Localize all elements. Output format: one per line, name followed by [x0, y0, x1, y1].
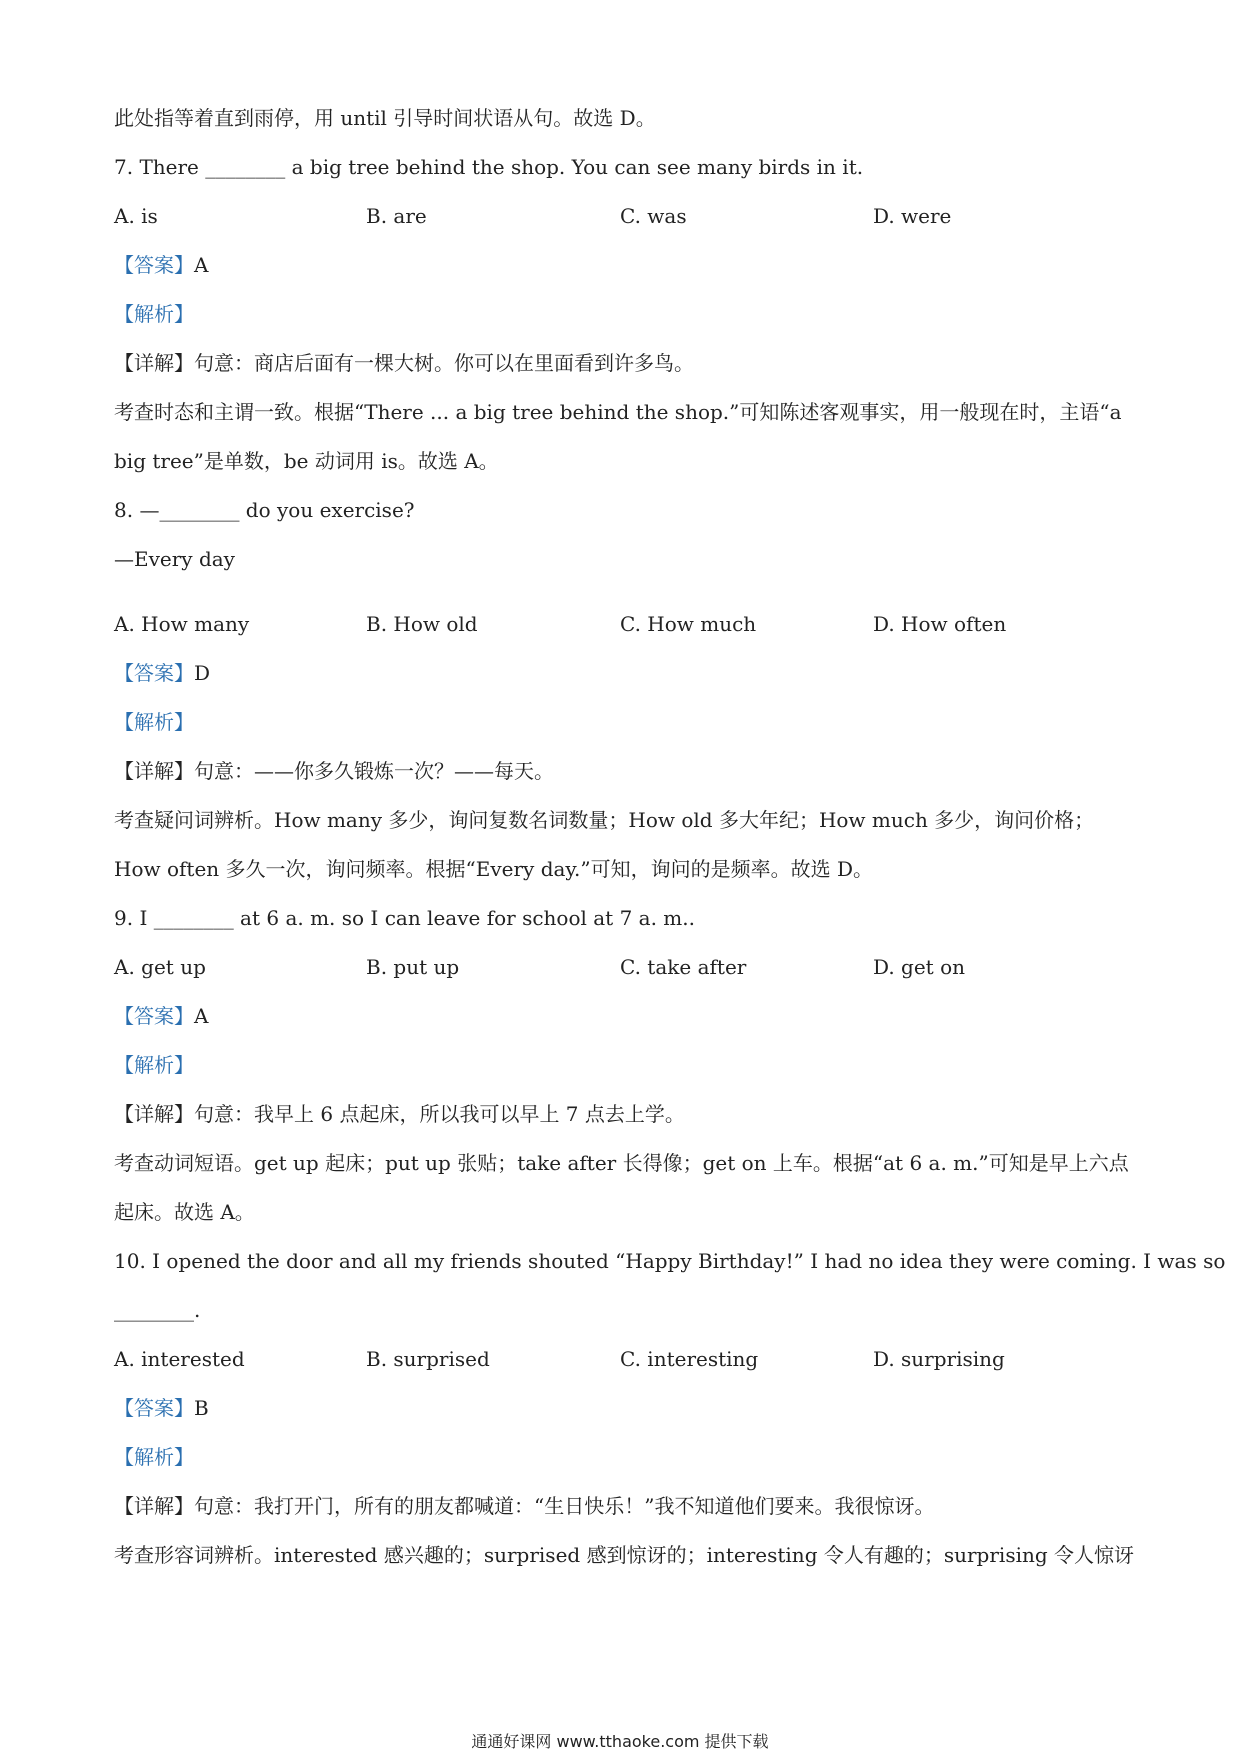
answer-value: A: [194, 1004, 209, 1028]
answer-value: B: [194, 1396, 209, 1420]
q7-option-b: B. are: [366, 204, 427, 228]
detail-tag: 【详解】: [114, 759, 194, 783]
answer-value: A: [194, 253, 209, 277]
answer-value: D: [194, 661, 211, 685]
detail-text: 句意：我打开门，所有的朋友都喊道：“生日快乐！”我不知道他们要来。我很惊讶。: [194, 1494, 935, 1518]
q7-analysis-tag: 【解析】: [114, 302, 194, 326]
q7-explanation-line-2: big tree”是单数，be 动词用 is。故选 A。: [114, 449, 499, 473]
q10-option-c: C. interesting: [620, 1347, 759, 1371]
q8-detail: [114, 757, 554, 785]
q8-option-b: B. How old: [366, 612, 478, 636]
q7-option-a: A. is: [114, 204, 158, 228]
question-8-stem-reply: —Every day: [114, 547, 235, 571]
answer-tag: 【答案】: [114, 1004, 194, 1028]
q9-option-a: A. get up: [114, 955, 206, 979]
q9-answer: [114, 1002, 208, 1030]
q9-option-d: D. get on: [873, 955, 965, 979]
q10-option-b: B. surprised: [366, 1347, 490, 1371]
q9-detail: [114, 1100, 685, 1128]
q9-option-c: C. take after: [620, 955, 747, 979]
q10-option-a: A. interested: [114, 1347, 245, 1371]
q8-option-d: D. How often: [873, 612, 1007, 636]
q9-explanation-line-2: 起床。故选 A。: [114, 1200, 255, 1224]
q7-option-d: D. were: [873, 204, 952, 228]
q10-analysis-tag: 【解析】: [114, 1445, 194, 1469]
answer-tag: 【答案】: [114, 1396, 194, 1420]
q10-detail: [114, 1492, 934, 1520]
answer-tag: 【答案】: [114, 253, 194, 277]
question-8-stem: 8. —________ do you exercise?: [114, 498, 415, 522]
question-7-stem: 7. There ________ a big tree behind the shop. You can see many birds in it.: [114, 155, 864, 179]
q8-option-a: A. How many: [114, 612, 250, 636]
answer-tag: 【答案】: [114, 661, 194, 685]
q7-explanation-line-1: 考查时态和主谓一致。根据“There ... a big tree behind the shop.”可知陈述客观事实，用一般现在时，主语“a: [114, 400, 1122, 424]
q9-explanation-line-1: 考查动词短语。get up 起床；put up 张贴；take after 长得像；get on 上车。根据“at 6 a. m.”可知是早上六点: [114, 1151, 1129, 1175]
q8-explanation-line-1: 考查疑问词辨析。How many 多少，询问复数名词数量；How old 多大年纪；How much 多少，询问价格；: [114, 808, 1095, 832]
detail-tag: 【详解】: [114, 351, 194, 375]
q9-analysis-tag: 【解析】: [114, 1053, 194, 1077]
question-9-stem: 9. I ________ at 6 a. m. so I can leave for school at 7 a. m..: [114, 906, 695, 930]
q10-option-d: D. surprising: [873, 1347, 1005, 1371]
question-10-stem-blank: ________.: [114, 1298, 201, 1322]
detail-tag: 【详解】: [114, 1494, 194, 1518]
q7-option-c: C. was: [620, 204, 687, 228]
q7-answer: [114, 251, 208, 279]
page-footer: 通通好课网 www.tthaoke.com 提供下载: [471, 1732, 769, 1751]
detail-tag: 【详解】: [114, 1102, 194, 1126]
carry-over-text: 此处指等着直到雨停，用 until 引导时间状语从句。故选 D。: [114, 106, 656, 130]
detail-text: 句意：商店后面有一棵大树。你可以在里面看到许多鸟。: [194, 351, 694, 375]
q10-explanation-line-1: 考查形容词辨析。interested 感兴趣的；surprised 感到惊讶的；interesting 令人有趣的；surprising 令人惊讶: [114, 1543, 1135, 1567]
q10-answer: [114, 1394, 209, 1422]
q8-explanation-line-2: How often 多久一次，询问频率。根据“Every day.”可知，询问的是频率。故选 D。: [114, 857, 874, 881]
detail-text: 句意：我早上 6 点起床，所以我可以早上 7 点去上学。: [194, 1102, 685, 1126]
q8-option-c: C. How much: [620, 612, 757, 636]
q9-option-b: B. put up: [366, 955, 460, 979]
q8-answer: [114, 659, 210, 687]
detail-text: 句意：——你多久锻炼一次？——每天。: [194, 759, 554, 783]
question-10-stem: 10. I opened the door and all my friends shouted “Happy Birthday!” I had no idea they were coming. I was so: [114, 1249, 1226, 1273]
q8-analysis-tag: 【解析】: [114, 710, 194, 734]
q7-detail: [114, 349, 694, 377]
